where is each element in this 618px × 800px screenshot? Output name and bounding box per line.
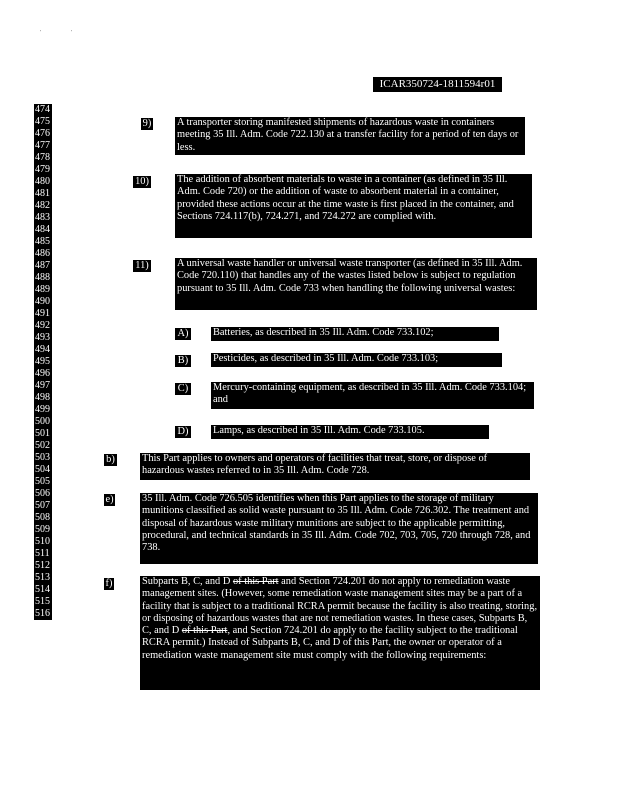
line-number: 475	[35, 116, 50, 127]
line-number: 476	[35, 128, 50, 139]
line-number: 515	[35, 596, 50, 607]
item-text-f	[140, 576, 540, 690]
f-text-part-1: Subparts B, C, and D	[142, 576, 231, 587]
f-struck-text-2: of this Part	[181, 625, 228, 637]
line-number: 514	[35, 584, 50, 595]
line-number: 490	[35, 296, 50, 307]
item-text-e: 35 Ill. Adm. Code 726.505 identifies when this Part applies to the storage of military munitions classified as solid waste pursuant to 35 Ill. Adm. Code 726.302. The treatment and disposal of hazardous waste military munitions are subject to the applicable permitting, procedural, and technical standards in 35 Ill. Adm. Code 702, 703, 705, 720 through 728, and 738.	[140, 493, 538, 564]
line-number: 506	[35, 488, 50, 499]
item-label-D: D)	[175, 426, 191, 438]
line-number: 516	[35, 608, 50, 619]
item-text-B: Pesticides, as described in 35 Ill. Adm. Code 733.103;	[211, 353, 502, 367]
line-number: 474	[35, 104, 50, 115]
line-number: 477	[35, 140, 50, 151]
scan-mark: '	[40, 30, 71, 36]
item-text-9: A transporter storing manifested shipments of hazardous waste in containers meeting 35 Ill. Adm. Code 722.130 at a transfer facility for a period of ten days or less.	[175, 117, 525, 155]
line-number: 507	[35, 500, 50, 511]
item-label-b: b)	[104, 454, 117, 466]
item-text-D: Lamps, as described in 35 Ill. Adm. Code 733.105.	[211, 425, 489, 439]
line-number: 509	[35, 524, 50, 535]
item-text-C: Mercury-containing equipment, as described in 35 Ill. Adm. Code 733.104; and	[211, 382, 534, 409]
line-number: 494	[35, 344, 50, 355]
line-number: 510	[35, 536, 50, 547]
line-number: 486	[35, 248, 50, 259]
line-number: 502	[35, 440, 50, 451]
line-number: 495	[35, 356, 50, 367]
line-number: 496	[35, 368, 50, 379]
f-struck-text-1: of this Part	[232, 576, 279, 587]
line-number: 511	[34, 548, 52, 560]
line-number: 499	[35, 404, 50, 415]
line-number: 508	[35, 512, 50, 523]
line-number: 501	[35, 428, 50, 439]
line-number: 492	[35, 320, 50, 331]
item-label-C: C)	[175, 383, 191, 395]
line-number: 489	[35, 284, 50, 295]
line-number: 480	[35, 176, 50, 187]
item-text-11: A universal waste handler or universal waste transporter (as defined in 35 Ill. Adm. Code 720.110) that handles any of the wastes listed below is subject to regulation pursuant to 35 Ill. Adm. Code 733 when handling the following universal wastes:	[175, 258, 537, 310]
item-label-10: 10)	[133, 176, 151, 188]
line-number: 482	[35, 200, 50, 211]
line-number: 513	[35, 572, 50, 583]
item-label-9: 9)	[142, 118, 152, 129]
line-number: 504	[35, 464, 50, 475]
line-number: 500	[35, 416, 50, 427]
scan-mark: '	[70, 30, 102, 36]
line-number: 485	[35, 236, 50, 247]
f-text-part-3: , and Section 724.201 do apply to the facility subject to the traditional RCRA permit.) Instead of Subparts B, C, and D of this Part, the owner or operator of a remediation waste management site must comply with the following requirements:	[142, 625, 518, 661]
line-number: 505	[35, 476, 50, 487]
item-label-f: f)	[105, 578, 113, 589]
line-number: 488	[35, 272, 50, 283]
line-number: 498	[35, 392, 50, 403]
item-label-e: e)	[105, 494, 114, 505]
item-text-b: This Part applies to owners and operators of facilities that treat, store, or dispose of hazardous wastes referred to in 35 Ill. Adm. Code 728.	[140, 453, 530, 480]
line-number: 497	[35, 380, 50, 391]
line-number: 491	[35, 308, 50, 319]
scan-marks	[40, 30, 102, 36]
item-label-B: B)	[175, 355, 191, 367]
line-number: 503	[35, 452, 50, 463]
document-id-header: ICAR350724-1811594r01	[373, 77, 502, 92]
item-label-A: A)	[175, 328, 191, 340]
line-number: 478	[35, 152, 50, 163]
item-text-A: Batteries, as described in 35 Ill. Adm. Code 733.102;	[211, 327, 499, 341]
line-number: 493	[35, 332, 50, 343]
line-number: 479	[35, 164, 50, 175]
item-text-10: The addition of absorbent materials to waste in a container (as defined in 35 Ill. Adm. Code 720) or the addition of waste to absorbent material in a container, provided these actions occur at the time waste is first placed in the container, and Sections 724.117(b), 724.271, and 724.272 are complied with.	[175, 174, 532, 238]
line-number: 512	[35, 560, 50, 571]
f-text-part-2: and Section 724.201 do not apply to remediation waste management sites. (However, some remediation waste management sites may be a part of a facility that is subject to a traditional RCRA permit because the facility is also treating, storing, or disposing of hazardous wastes that are not remediation wastes. In these cases, Subparts B, C, and D	[142, 576, 538, 637]
line-number: 484	[35, 224, 50, 235]
item-label-11: 11)	[133, 260, 151, 272]
line-number: 487	[35, 260, 50, 271]
line-number: 483	[35, 212, 50, 223]
line-number: 481	[35, 188, 50, 199]
